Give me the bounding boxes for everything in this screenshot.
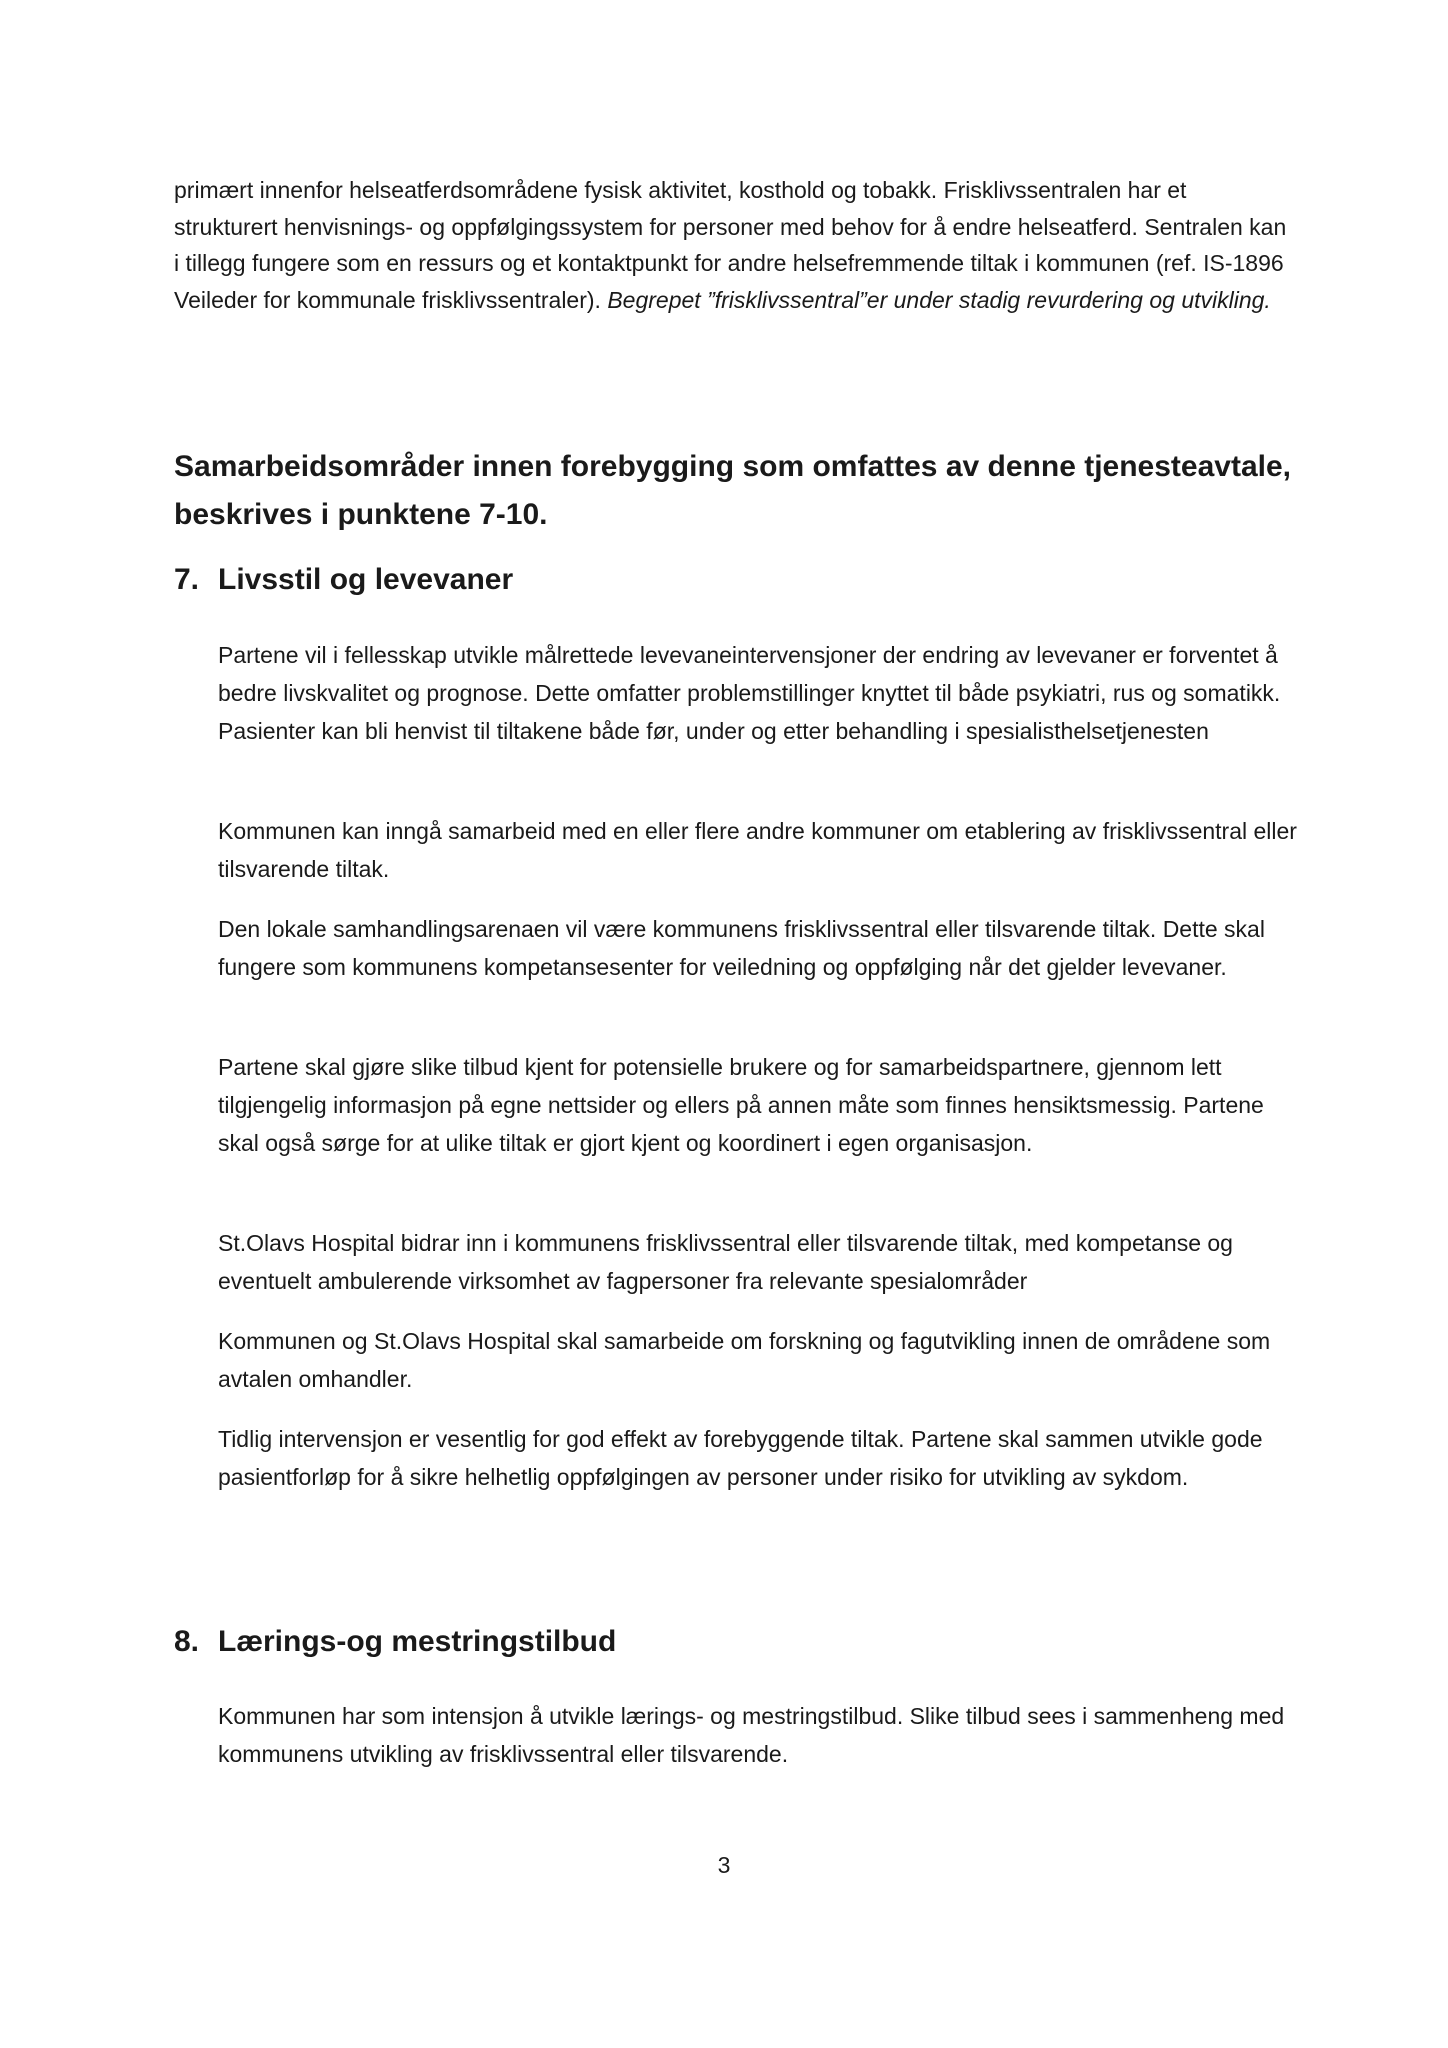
section-7-paragraph-1: Partene vil i fellesskap utvikle målrettede levevaneintervensjoner der endring av levevaner er forventet å bedre livskvalitet og prognose. Dette omfatter problemstillinger knyttet til både psykiatri, rus og somatikk. Pasienter kan bli henvist til tiltakene både før, under og etter behandling i spesialisthelsetjenesten [218, 642, 1281, 744]
section-7-paragraph-6: Kommunen og St.Olavs Hospital skal samarbeide om forskning og fagutvikling innen de områdene som avtalen omhandler. [218, 1328, 1271, 1392]
section-7-paragraph-5: St.Olavs Hospital bidrar inn i kommunens frisklivssentral eller tilsvarende tiltak, med kompetanse og eventuelt ambulerende virksomhet av fagpersoner fra relevante spesialområder [218, 1230, 1233, 1294]
section-7-paragraph-3: Den lokale samhandlingsarenaen vil være kommunens frisklivssentral eller tilsvarende tiltak. Dette skal fungere som kommunens kompetansesenter for veiledning og oppfølging når det gjelder levevaner. [218, 916, 1265, 980]
intro-paragraph [174, 172, 1294, 318]
section-7-number: 7. [174, 563, 200, 596]
section-8-number: 8. [174, 1625, 200, 1658]
intro-italic-text: Begrepet ”frisklivssentral”er under stadig revurdering og utvikling. [607, 286, 1271, 313]
section-7-title: Livsstil og levevaner [218, 563, 514, 596]
section-7-paragraph-4: Partene skal gjøre slike tilbud kjent for potensielle brukere og for samarbeidspartnere, gjennom lett tilgjengelig informasjon på egne nettsider og ellers på annen måte som finnes hensiktsmessig. Partene skal også sørge for at ulike tiltak er gjort kjent og koordinert i egen organisasjon. [218, 1054, 1264, 1156]
main-heading: Samarbeidsområder innen forebygging som omfattes av denne tjenesteavtale, beskrives i punktene 7-10. [174, 450, 1291, 531]
section-8-title: Lærings-og mestringstilbud [218, 1625, 617, 1658]
intro-text: primært innenfor helseatferdsområdene fysisk aktivitet, kosthold og tobakk. Frisklivssentralen har et strukturert henvisnings- og oppfølgingssystem for personer med behov for å endre helseatferd. Sentralen kan i tillegg fungere som en ressurs og et kontaktpunkt for andre helsefremmende tiltak i kommunen (ref. IS-1896 Veileder for kommunale frisklivssentraler). [174, 177, 1287, 313]
page-number: 3 [717, 1852, 731, 1878]
section-7-paragraph-7: Tidlig intervensjon er vesentlig for god effekt av forebyggende tiltak. Partene skal sammen utvikle gode pasientforløp for å sikre helhetlig oppfølgingen av personer under risiko for utvikling av sykdom. [218, 1426, 1263, 1490]
section-7-paragraph-2: Kommunen kan inngå samarbeid med en eller flere andre kommuner om etablering av frisklivssentral eller tilsvarende tiltak. [218, 818, 1297, 882]
section-8-paragraph-1: Kommunen har som intensjon å utvikle lærings- og mestringstilbud. Slike tilbud sees i sammenheng med kommunens utvikling av frisklivssentral eller tilsvarende. [218, 1703, 1285, 1767]
section-8-heading [174, 1625, 616, 1659]
section-7-heading [174, 563, 513, 597]
